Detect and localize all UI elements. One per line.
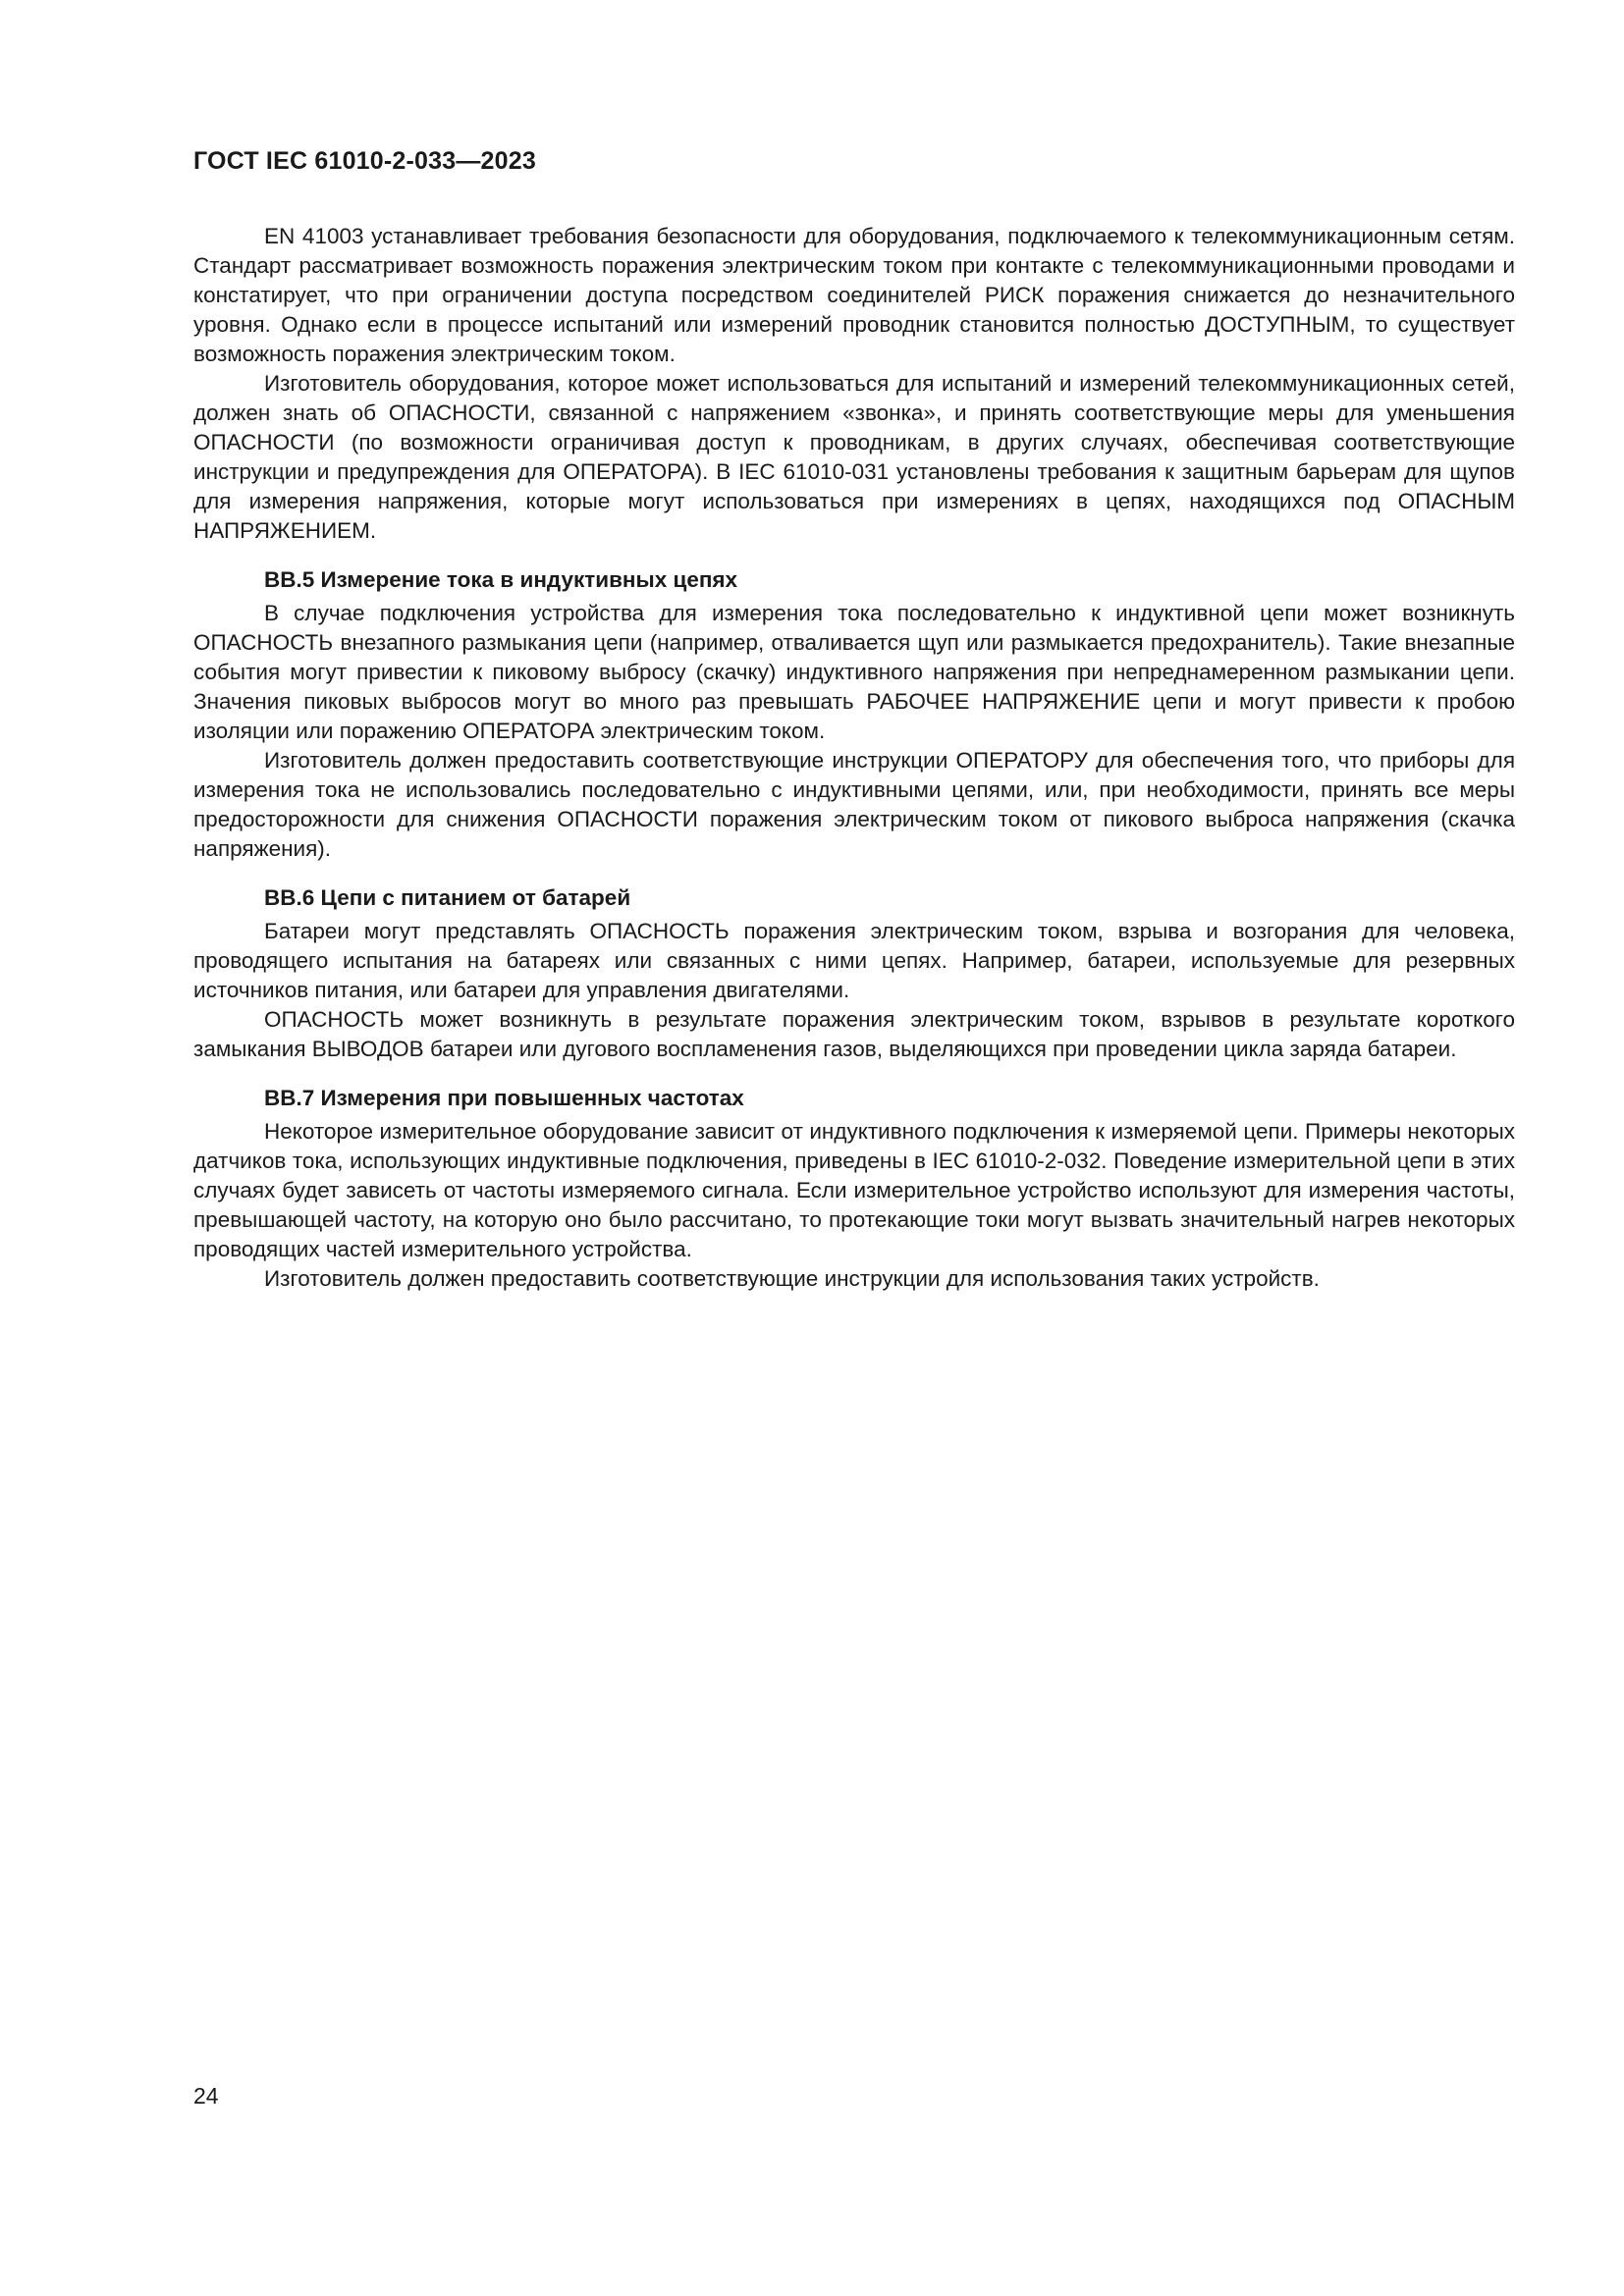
- document-body: [193, 222, 1515, 1294]
- section-bb6-paragraph-2: ОПАСНОСТЬ может возникнуть в результате поражения электрическим током, взрывов в результате короткого замыкания ВЫВОДОВ батареи или дугового воспламенения газов, выделяющихся при проведении цикла заряда батареи.: [193, 1007, 1515, 1061]
- section-heading-bb7: ВВ.7 Измерения при повышенных частотах: [264, 1086, 744, 1110]
- intro-paragraph-1: EN 41003 устанавливает требования безопасности для оборудования, подключаемого к телекоммуникационным сетям. Стандарт рассматривает возможность поражения электрическим током при контакте с телекоммуникационными проводами и констатирует, что при ограничении доступа посредством соединителей РИСК поражения снижается до незначительного уровня. Однако если в процессе испытаний или измерений проводник становится полностью ДОСТУПНЫМ, то существует возможность поражения электрическим током.: [193, 224, 1515, 366]
- intro-paragraph-2: Изготовитель оборудования, которое может использоваться для испытаний и измерений телекоммуникационных сетей, должен знать об ОПАСНОСТИ, связанной с напряжением «звонка», и принять соответствующие меры для уменьшения ОПАСНОСТИ (по возможности ограничивая доступ к проводникам, в других случаях, обеспечивая соответствующие инструкции и предупреждения для ОПЕРАТОРА). В IEC 61010-031 установлены требования к защитным барьерам для щупов для измерения напряжения, которые могут использоваться при измерениях в цепях, находящихся под ОПАСНЫМ НАПРЯЖЕНИЕМ.: [193, 371, 1515, 543]
- section-bb5-paragraph-1: В случае подключения устройства для измерения тока последовательно к индуктивной цепи может возникнуть ОПАСНОСТЬ внезапного размыкания цепи (например, отваливается щуп или размыкается предохранитель). Такие внезапные события могут привестии к пиковому выбросу (скачку) индуктивного напряжения при непреднамеренном размыкании цепи. Значения пиковых выбросов могут во много раз превышать РАБОЧЕЕ НАПРЯЖЕНИЕ цепи и могут привести к пробою изоляции или поражению ОПЕРАТОРА электрическим током.: [193, 601, 1515, 743]
- section-heading-bb6: ВВ.6 Цепи с питанием от батарей: [264, 885, 631, 910]
- page-number: 24: [193, 2083, 219, 2109]
- section-heading-bb5: ВВ.5 Измерение тока в индуктивных цепях: [264, 567, 738, 592]
- section-bb6-paragraph-1: Батареи могут представлять ОПАСНОСТЬ поражения электрическим током, взрыва и возгорания для человека, проводящего испытания на батареях или связанных с ними цепях. Например, батареи, используемые для резервных источников питания, или батареи для управления двигателями.: [193, 919, 1515, 1002]
- section-bb7-paragraph-1: Некоторое измерительное оборудование зависит от индуктивного подключения к измеряемой цепи. Примеры некоторых датчиков тока, использующих индуктивные подключения, приведены в IEC 61010-2-032. Поведение измерительной цепи в этих случаях будет зависеть от частоты измеряемого сигнала. Если измерительное устройство используют для измерения частоты, превышающей частоту, на которую оно было рассчитано, то протекающие токи могут вызвать значительный нагрев некоторых проводящих частей измерительного устройства.: [193, 1119, 1515, 1261]
- section-bb7-paragraph-2: Изготовитель должен предоставить соответствующие инструкции для использования таких устройств.: [264, 1266, 1320, 1291]
- section-bb5-paragraph-2: Изготовитель должен предоставить соответствующие инструкции ОПЕРАТОРУ для обеспечения того, что приборы для измерения тока не использовались последовательно с индуктивными цепями, или, при необходимости, принять все меры предосторожности для снижения ОПАСНОСТИ поражения электрическим током от пикового выброса напряжения (скачка напряжения).: [193, 748, 1515, 861]
- document-code-header: ГОСТ IEC 61010-2-033—2023: [193, 147, 536, 175]
